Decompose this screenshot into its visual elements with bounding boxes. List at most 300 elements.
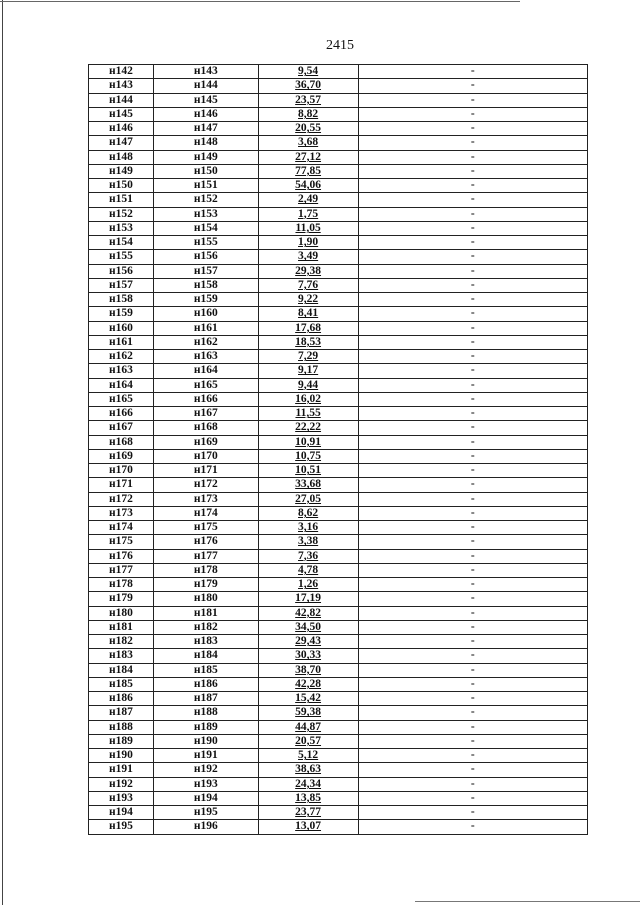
distance-text: 8,62: [298, 506, 319, 519]
to-point-text: н164: [193, 364, 218, 377]
note-cell: [358, 350, 588, 364]
distance-cell: [258, 79, 358, 93]
distance-text: 59,38: [295, 706, 322, 719]
note-text: -: [470, 578, 475, 591]
to-point-text: н178: [193, 563, 218, 576]
table-row: [89, 421, 588, 435]
from-point-text: н147: [109, 136, 133, 149]
note-text: -: [470, 193, 475, 206]
table-row: [89, 563, 588, 577]
to-point-text: н188: [193, 706, 218, 719]
note-cell: [358, 806, 588, 820]
from-point-cell: [89, 492, 154, 506]
to-point-cell: [153, 392, 258, 406]
note-cell: [358, 820, 588, 834]
note-cell: [358, 706, 588, 720]
table-row: [89, 93, 588, 107]
distance-cell: [258, 549, 358, 563]
note-text: -: [470, 549, 475, 562]
to-point-cell: [153, 278, 258, 292]
distance-cell: [258, 307, 358, 321]
table-row: [89, 620, 588, 634]
distance-text: 27,12: [295, 150, 322, 163]
note-text: -: [470, 364, 475, 377]
distance-cell: [258, 364, 358, 378]
to-point-cell: [153, 763, 258, 777]
boundary-points-table: [88, 64, 588, 835]
to-point-cell: [153, 435, 258, 449]
distance-text: 7,36: [298, 549, 319, 562]
note-cell: [358, 521, 588, 535]
to-point-cell: [153, 578, 258, 592]
note-text: -: [470, 506, 475, 519]
to-point-cell: [153, 706, 258, 720]
to-point-cell: [153, 592, 258, 606]
from-point-cell: [89, 221, 154, 235]
table-row: [89, 321, 588, 335]
to-point-cell: [153, 563, 258, 577]
note-text: -: [470, 535, 475, 548]
from-point-text: н148: [109, 150, 133, 163]
table-row: [89, 79, 588, 93]
to-point-text: н147: [193, 122, 218, 135]
to-point-cell: [153, 236, 258, 250]
distance-cell: [258, 378, 358, 392]
distance-cell: [258, 692, 358, 706]
table-row: [89, 464, 588, 478]
note-cell: [358, 378, 588, 392]
distance-text: 42,28: [295, 677, 322, 690]
distance-text: 33,68: [295, 478, 322, 491]
from-point-text: н160: [109, 321, 133, 334]
to-point-text: н195: [193, 806, 218, 819]
distance-cell: [258, 449, 358, 463]
to-point-text: н150: [193, 164, 218, 177]
to-point-text: н152: [193, 193, 218, 206]
distance-cell: [258, 578, 358, 592]
from-point-cell: [89, 364, 154, 378]
from-point-cell: [89, 65, 154, 79]
to-point-text: н163: [193, 350, 218, 363]
to-point-cell: [153, 521, 258, 535]
from-point-cell: [89, 350, 154, 364]
note-text: -: [470, 293, 475, 306]
from-point-cell: [89, 749, 154, 763]
from-point-cell: [89, 321, 154, 335]
distance-text: 77,85: [295, 164, 322, 177]
table-row: [89, 236, 588, 250]
note-cell: [358, 649, 588, 663]
note-cell: [358, 207, 588, 221]
from-point-cell: [89, 606, 154, 620]
to-point-cell: [153, 791, 258, 805]
note-text: -: [470, 820, 475, 833]
distance-text: 3,38: [298, 535, 319, 548]
note-text: -: [470, 321, 475, 334]
table-row: [89, 364, 588, 378]
table-row: [89, 806, 588, 820]
from-point-text: н173: [109, 506, 133, 519]
distance-cell: [258, 136, 358, 150]
distance-cell: [258, 164, 358, 178]
distance-cell: [258, 421, 358, 435]
note-text: -: [470, 435, 475, 448]
from-point-cell: [89, 150, 154, 164]
to-point-text: н193: [193, 777, 218, 790]
distance-cell: [258, 193, 358, 207]
table-row: [89, 207, 588, 221]
from-point-text: н191: [109, 763, 133, 776]
to-point-cell: [153, 93, 258, 107]
distance-cell: [258, 93, 358, 107]
distance-text: 4,78: [298, 563, 319, 576]
from-point-text: н190: [109, 749, 133, 762]
to-point-cell: [153, 150, 258, 164]
note-cell: [358, 335, 588, 349]
from-point-cell: [89, 335, 154, 349]
distance-cell: [258, 264, 358, 278]
from-point-text: н187: [109, 706, 133, 719]
note-cell: [358, 549, 588, 563]
from-point-cell: [89, 179, 154, 193]
table-row: [89, 592, 588, 606]
note-cell: [358, 307, 588, 321]
from-point-cell: [89, 478, 154, 492]
distance-text: 9,54: [298, 65, 319, 78]
distance-text: 20,57: [295, 734, 322, 747]
distance-text: 11,55: [295, 407, 321, 420]
from-point-text: н169: [109, 449, 133, 462]
distance-cell: [258, 478, 358, 492]
note-cell: [358, 236, 588, 250]
note-text: -: [470, 649, 475, 662]
to-point-cell: [153, 207, 258, 221]
from-point-cell: [89, 307, 154, 321]
from-point-cell: [89, 278, 154, 292]
distance-cell: [258, 521, 358, 535]
distance-cell: [258, 606, 358, 620]
from-point-cell: [89, 763, 154, 777]
distance-text: 42,82: [295, 606, 322, 619]
from-point-cell: [89, 649, 154, 663]
distance-cell: [258, 179, 358, 193]
table-row: [89, 777, 588, 791]
from-point-text: н176: [109, 549, 133, 562]
to-point-text: н145: [193, 93, 218, 106]
from-point-text: н170: [109, 464, 133, 477]
note-cell: [358, 435, 588, 449]
from-point-text: н163: [109, 364, 133, 377]
table-row: [89, 122, 588, 136]
distance-cell: [258, 506, 358, 520]
distance-text: 11,05: [295, 221, 321, 234]
table-row: [89, 179, 588, 193]
to-point-text: н155: [193, 236, 218, 249]
to-point-text: н161: [193, 321, 218, 334]
to-point-cell: [153, 321, 258, 335]
table-row: [89, 335, 588, 349]
distance-text: 16,02: [295, 392, 322, 405]
note-text: -: [470, 449, 475, 462]
distance-cell: [258, 150, 358, 164]
from-point-cell: [89, 392, 154, 406]
from-point-cell: [89, 592, 154, 606]
distance-cell: [258, 250, 358, 264]
note-cell: [358, 592, 588, 606]
to-point-text: н176: [193, 535, 218, 548]
to-point-cell: [153, 635, 258, 649]
distance-cell: [258, 278, 358, 292]
from-point-text: н179: [109, 592, 133, 605]
note-cell: [358, 578, 588, 592]
distance-cell: [258, 65, 358, 79]
to-point-text: н191: [193, 749, 218, 762]
to-point-text: н144: [193, 79, 218, 92]
distance-cell: [258, 221, 358, 235]
to-point-text: н162: [193, 335, 218, 348]
note-cell: [358, 164, 588, 178]
note-text: -: [470, 734, 475, 747]
from-point-cell: [89, 421, 154, 435]
to-point-cell: [153, 307, 258, 321]
note-text: -: [470, 221, 475, 234]
note-text: -: [470, 93, 475, 106]
from-point-cell: [89, 264, 154, 278]
to-point-cell: [153, 606, 258, 620]
to-point-text: н154: [193, 221, 218, 234]
distance-text: 8,82: [298, 107, 319, 120]
scan-edge-bottom: [415, 901, 640, 902]
note-text: -: [470, 179, 475, 192]
to-point-cell: [153, 293, 258, 307]
from-point-text: н184: [109, 663, 133, 676]
from-point-cell: [89, 806, 154, 820]
distance-text: 10,51: [295, 464, 322, 477]
table-row: [89, 449, 588, 463]
from-point-text: н181: [109, 620, 133, 633]
to-point-text: н165: [193, 378, 218, 391]
distance-cell: [258, 734, 358, 748]
table-row: [89, 763, 588, 777]
distance-text: 18,53: [295, 335, 322, 348]
from-point-text: н171: [109, 478, 133, 491]
table-row: [89, 635, 588, 649]
note-cell: [358, 421, 588, 435]
note-cell: [358, 221, 588, 235]
from-point-text: н164: [109, 378, 133, 391]
note-text: -: [470, 791, 475, 804]
note-cell: [358, 749, 588, 763]
from-point-cell: [89, 250, 154, 264]
from-point-text: н175: [109, 535, 133, 548]
note-text: -: [470, 278, 475, 291]
table-row: [89, 136, 588, 150]
from-point-cell: [89, 791, 154, 805]
note-text: -: [470, 250, 475, 263]
page-number: 2415: [326, 38, 354, 53]
distance-text: 13,07: [295, 820, 322, 833]
table-row: [89, 578, 588, 592]
note-text: -: [470, 677, 475, 690]
to-point-text: н149: [193, 150, 218, 163]
from-point-text: н155: [109, 250, 133, 263]
note-text: -: [470, 378, 475, 391]
scan-edge-top: [0, 1, 520, 2]
table-row: [89, 663, 588, 677]
distance-text: 10,91: [295, 435, 322, 448]
from-point-cell: [89, 521, 154, 535]
from-point-text: н145: [109, 107, 133, 120]
distance-text: 36,70: [295, 79, 322, 92]
to-point-cell: [153, 264, 258, 278]
to-point-cell: [153, 549, 258, 563]
distance-text: 24,34: [295, 777, 322, 790]
to-point-cell: [153, 364, 258, 378]
table-row: [89, 378, 588, 392]
note-cell: [358, 293, 588, 307]
table-row: [89, 734, 588, 748]
distance-text: 1,90: [298, 236, 319, 249]
from-point-text: н144: [109, 93, 133, 106]
to-point-text: н184: [193, 649, 218, 662]
to-point-cell: [153, 449, 258, 463]
table-row: [89, 791, 588, 805]
to-point-text: н146: [193, 107, 218, 120]
table-row: [89, 535, 588, 549]
distance-text: 17,19: [295, 592, 322, 605]
distance-cell: [258, 207, 358, 221]
table-row: [89, 435, 588, 449]
from-point-text: н166: [109, 407, 133, 420]
note-text: -: [470, 749, 475, 762]
from-point-text: н157: [109, 278, 133, 291]
to-point-cell: [153, 136, 258, 150]
note-text: -: [470, 307, 475, 320]
from-point-cell: [89, 635, 154, 649]
distance-text: 23,77: [295, 806, 322, 819]
note-text: -: [470, 122, 475, 135]
note-text: -: [470, 107, 475, 120]
to-point-text: н168: [193, 421, 218, 434]
note-cell: [358, 136, 588, 150]
distance-text: 3,49: [298, 250, 319, 263]
note-cell: [358, 506, 588, 520]
to-point-text: н156: [193, 250, 218, 263]
to-point-text: н183: [193, 635, 218, 648]
table-row: [89, 221, 588, 235]
distance-cell: [258, 464, 358, 478]
distance-cell: [258, 107, 358, 121]
note-text: -: [470, 592, 475, 605]
to-point-text: н167: [193, 407, 218, 420]
distance-cell: [258, 706, 358, 720]
distance-cell: [258, 820, 358, 834]
note-cell: [358, 321, 588, 335]
distance-text: 17,68: [295, 321, 322, 334]
distance-cell: [258, 749, 358, 763]
from-point-cell: [89, 164, 154, 178]
from-point-text: н153: [109, 221, 133, 234]
table-row: [89, 264, 588, 278]
note-cell: [358, 193, 588, 207]
note-text: -: [470, 706, 475, 719]
note-text: -: [470, 720, 475, 733]
to-point-cell: [153, 535, 258, 549]
to-point-text: н148: [193, 136, 218, 149]
to-point-cell: [153, 107, 258, 121]
to-point-cell: [153, 506, 258, 520]
note-text: -: [470, 264, 475, 277]
note-cell: [358, 777, 588, 791]
distance-cell: [258, 806, 358, 820]
to-point-text: н175: [193, 521, 218, 534]
note-text: -: [470, 521, 475, 534]
distance-cell: [258, 407, 358, 421]
distance-text: 29,43: [295, 635, 322, 648]
from-point-text: н180: [109, 606, 133, 619]
to-point-cell: [153, 221, 258, 235]
distance-cell: [258, 592, 358, 606]
to-point-text: н185: [193, 663, 218, 676]
note-cell: [358, 364, 588, 378]
from-point-text: н168: [109, 435, 133, 448]
table-row: [89, 293, 588, 307]
table-row: [89, 720, 588, 734]
distance-text: 54,06: [295, 179, 322, 192]
to-point-text: н174: [193, 506, 218, 519]
from-point-cell: [89, 663, 154, 677]
from-point-cell: [89, 79, 154, 93]
distance-cell: [258, 663, 358, 677]
distance-cell: [258, 392, 358, 406]
note-cell: [358, 791, 588, 805]
distance-text: 20,55: [295, 122, 322, 135]
distance-text: 3,16: [298, 521, 319, 534]
to-point-text: н173: [193, 492, 218, 505]
from-point-text: н194: [109, 806, 133, 819]
distance-text: 10,75: [295, 449, 322, 462]
table-row: [89, 407, 588, 421]
note-cell: [358, 464, 588, 478]
table-row: [89, 350, 588, 364]
to-point-text: н158: [193, 278, 218, 291]
table-row: [89, 65, 588, 79]
from-point-text: н192: [109, 777, 133, 790]
from-point-cell: [89, 535, 154, 549]
to-point-text: н169: [193, 435, 218, 448]
to-point-text: н189: [193, 720, 218, 733]
note-cell: [358, 250, 588, 264]
from-point-text: н177: [109, 563, 133, 576]
table-row: [89, 278, 588, 292]
note-cell: [358, 663, 588, 677]
table-row: [89, 492, 588, 506]
to-point-text: н157: [193, 264, 218, 277]
from-point-cell: [89, 563, 154, 577]
distance-cell: [258, 335, 358, 349]
from-point-text: н185: [109, 677, 133, 690]
note-cell: [358, 478, 588, 492]
note-text: -: [470, 635, 475, 648]
note-text: -: [470, 763, 475, 776]
note-cell: [358, 179, 588, 193]
table-row: [89, 706, 588, 720]
distance-cell: [258, 620, 358, 634]
distance-cell: [258, 763, 358, 777]
from-point-cell: [89, 620, 154, 634]
table-row: [89, 250, 588, 264]
to-point-cell: [153, 421, 258, 435]
